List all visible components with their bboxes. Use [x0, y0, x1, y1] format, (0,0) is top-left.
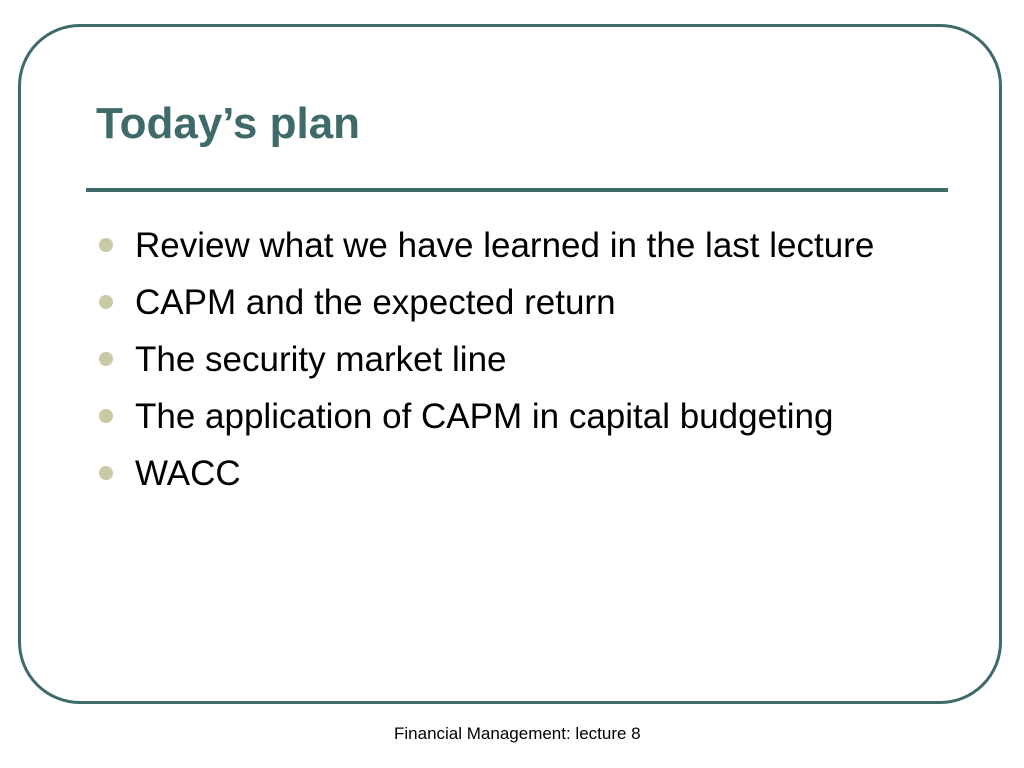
bullet-item-sml [96, 336, 956, 384]
slide-title: Today’s plan [96, 99, 361, 148]
bullet-dot-icon [99, 466, 113, 480]
bullet-text: Review what we have learned in the last lecture [135, 226, 875, 265]
bullet-item-wacc [96, 450, 956, 498]
bullet-dot-icon [99, 352, 113, 366]
bullet-dot-icon [99, 295, 113, 309]
title-divider [86, 188, 948, 192]
bullet-text: WACC [135, 454, 241, 493]
slide-footer: Financial Management: lecture 8 [394, 724, 641, 743]
bullet-list [96, 222, 956, 507]
bullet-dot-icon [99, 238, 113, 252]
bullet-item-review [96, 222, 956, 270]
bullet-dot-icon [99, 409, 113, 423]
bullet-item-capm [96, 279, 956, 327]
bullet-item-capital-budgeting [96, 393, 956, 441]
bullet-text: The application of CAPM in capital budgeting [135, 397, 834, 436]
bullet-text: The security market line [135, 340, 507, 379]
bullet-text: CAPM and the expected return [135, 283, 616, 322]
